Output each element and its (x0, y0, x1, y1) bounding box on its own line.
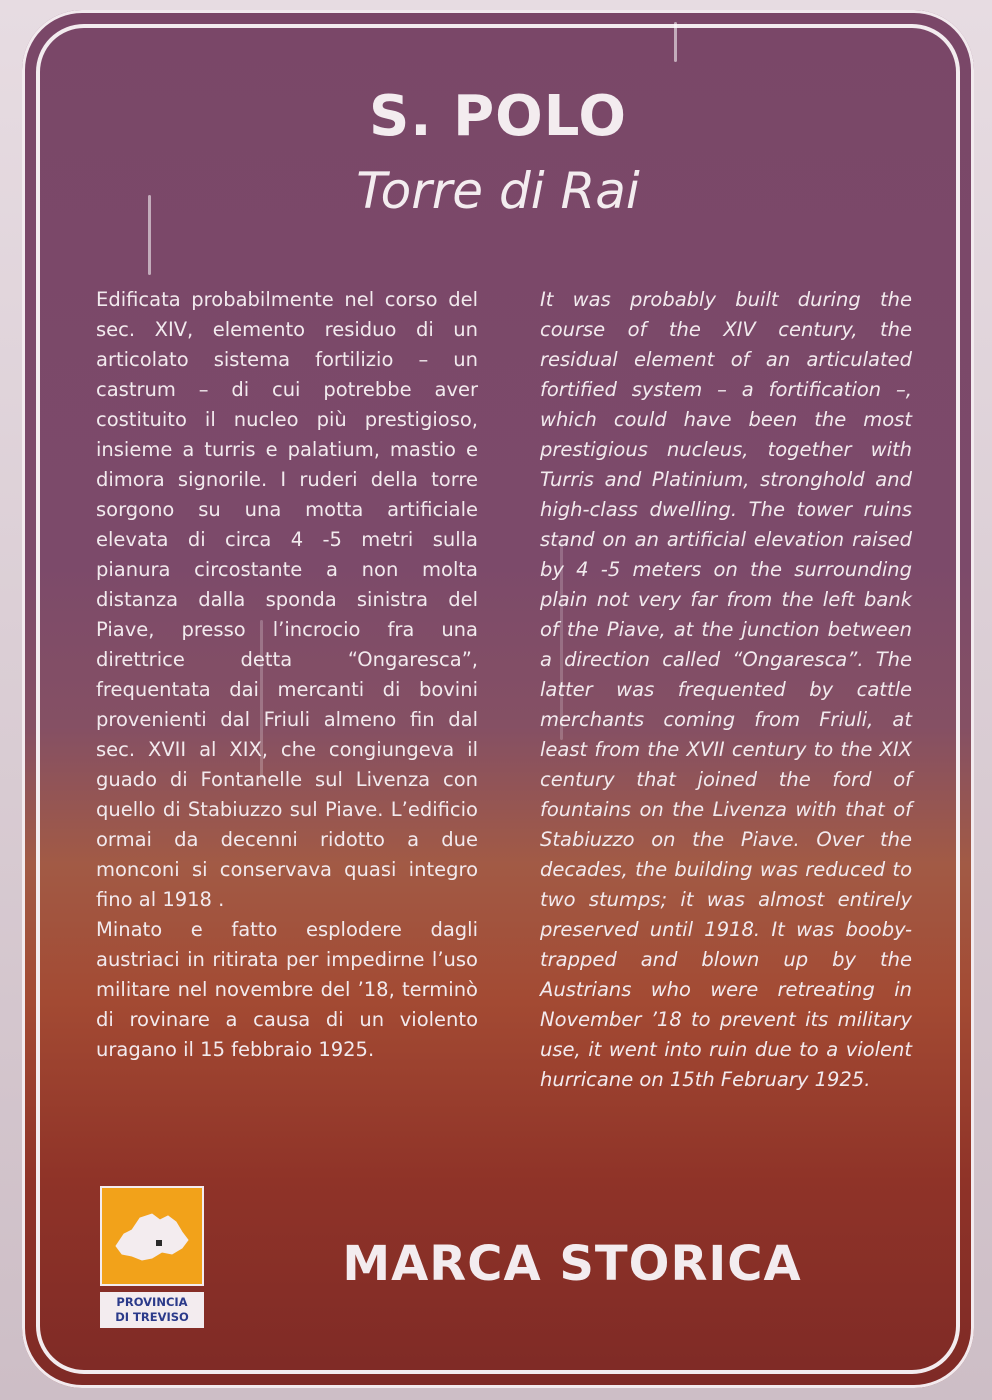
italian-paragraph: Minato e fatto esplodere dagli austriaci in ritirata per impedirne l’uso militare nel novembre del ’18, terminò di rovinare a causa di un violento uragano il 15 febbraio 1925. (96, 918, 478, 1061)
glare-streak (674, 22, 677, 62)
glare-streak (260, 620, 263, 780)
logo-map-icon (100, 1186, 204, 1286)
logo-label (100, 1292, 204, 1328)
english-paragraph: It was probably built during the course of the XIV century, the residual element of an articulated fortified system – a fortification –, which could have been the most prestigious nucleus, together with Turris and Platinium, stronghold and high-class dwelling. The tower ruins stand on an artificial elevation raised by 4 -5 meters on the surrounding plain not very far from the left bank of the Piave, at the junction between a direction called “Ongaresca”. The latter was frequented by cattle merchants coming from Friuli, at least from the XVII century to the XIX century that joined the ford of fountains on the Livenza with that of Stabiuzzo on the Piave. Over the decades, the building was reduced to two stumps; it was almost entirely preserved until 1918. It was booby-trapped and blown up by the Austrians who were retreating in November ’18 to prevent its military use, it went into ruin due to a violent hurricane on 15th February 1925. (540, 288, 912, 1091)
logo-label-line: PROVINCIA (116, 1295, 188, 1309)
footer-title: MARCA STORICA (342, 1236, 802, 1292)
english-text-column (540, 285, 912, 1095)
sign-subtitle: Torre di Rai (356, 162, 640, 220)
logo-label-line: DI TREVISO (115, 1310, 189, 1324)
glare-streak (560, 540, 563, 740)
provincia-logo (100, 1186, 204, 1328)
italian-paragraph: Edificata probabilmente nel corso del sec. XIV, elemento residuo di un articolato sistema fortilizio – un castrum – di cui potrebbe aver costituito il nucleo più prestigioso, insieme a turris e palatium, mastio e dimora signorile. I ruderi della torre sorgono su una motta artificiale elevata di circa 4 -5 metri sulla pianura circostante a non molta distanza dalla sponda sinistra del Piave, presso l’incrocio fra una direttrice detta “Ongaresca”, frequentata dai mercanti di bovini provenienti dal Friuli almeno fin dal sec. XVII al XIX, che congiungeva il guado di Fontanelle sul Livenza con quello di Stabiuzzo sul Piave. L’edificio ormai da decenni ridotto a due monconi si conservava quasi integro fino al 1918 . (96, 288, 478, 911)
sign-panel (22, 10, 974, 1388)
italian-text-column (96, 285, 478, 1065)
glare-streak (148, 195, 151, 275)
sign-title: S. POLO (368, 84, 628, 149)
treviso-map-icon (102, 1188, 202, 1284)
